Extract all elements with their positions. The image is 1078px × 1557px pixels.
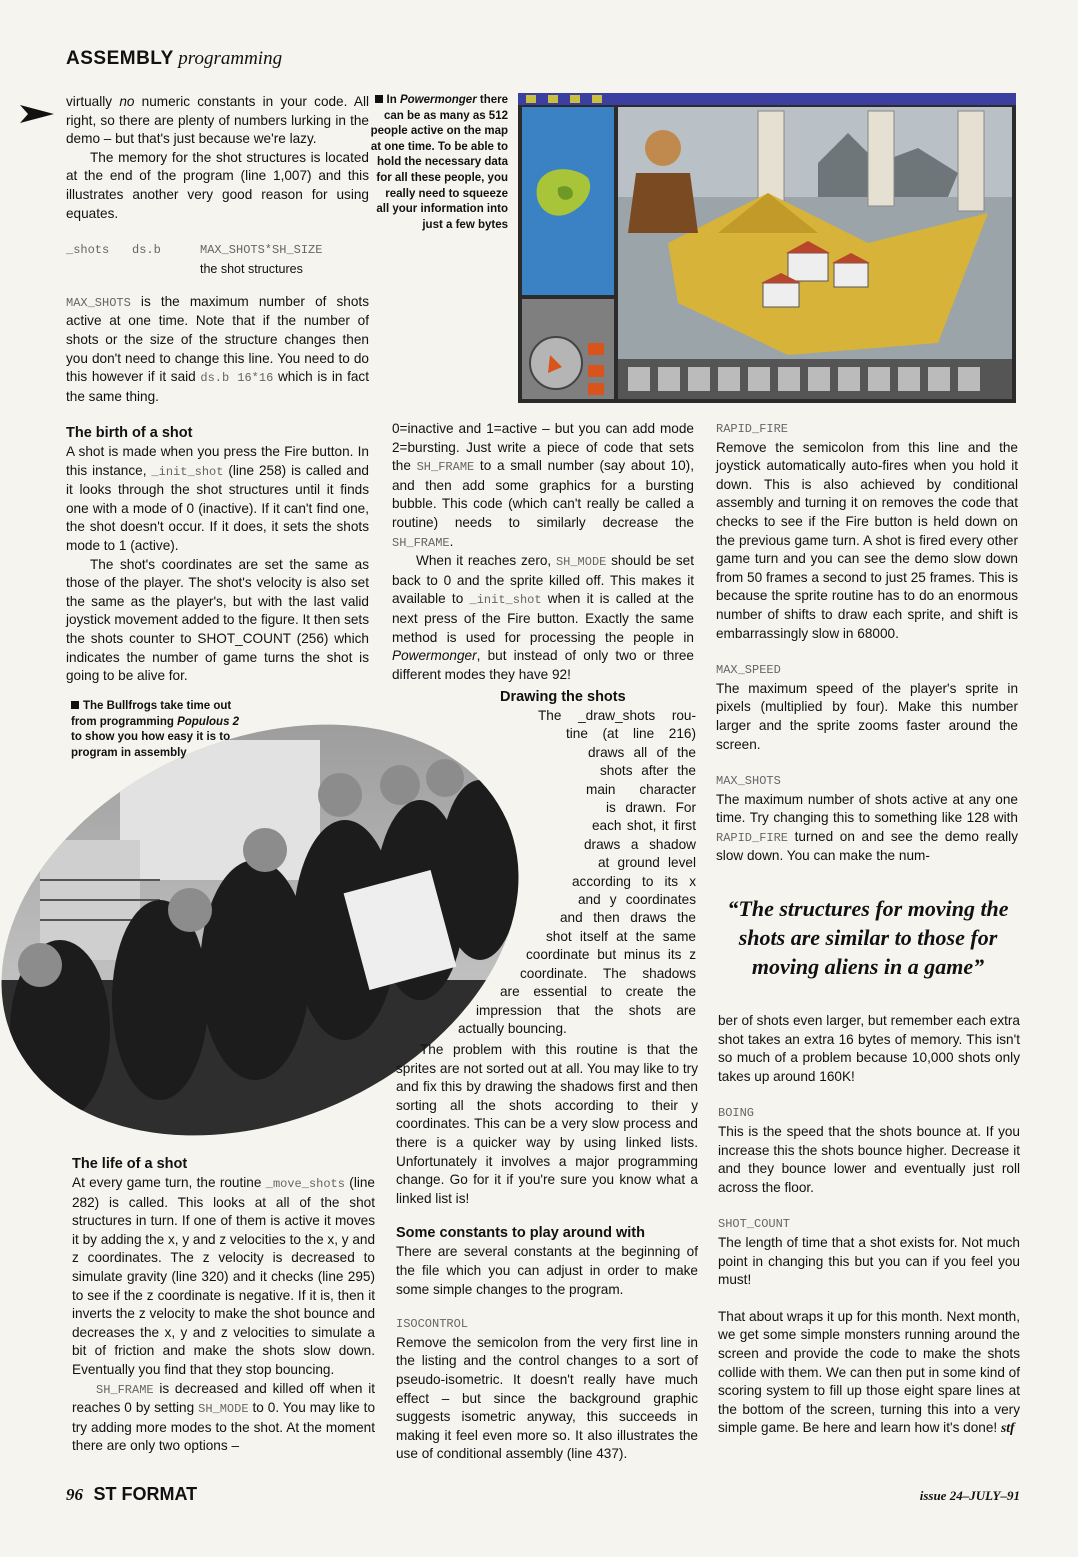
text-line: coordinate but minus its z [526, 947, 696, 963]
text-line: and y coordinates [578, 892, 696, 908]
text-line: at ground level [598, 855, 696, 871]
text-line: are essential to create the [500, 984, 696, 1000]
paragraph: The maximum number of shots active at any one time. Try changing this to something like 128 with RAPID_FIRE turned on and see the demo really slow down. You can make the num- [716, 791, 1018, 864]
column-2-top [392, 420, 694, 684]
text-line: impression that the shots are [476, 1002, 696, 1018]
section-title-bold: ASSEMBLY [66, 48, 174, 69]
text-line: each shot, it first [592, 818, 696, 834]
column-1-birth [66, 424, 369, 686]
column-3-bottom [718, 1012, 1020, 1438]
constant-name: MAX_SPEED [716, 663, 781, 678]
text-line: shot itself at the same [546, 928, 696, 944]
paragraph: The problem with this routine is that the sprites are not sorted out at all. You may like to try and fix this by drawing the shadows first and then sorting all the shots according to their y coordinates. This can be a very slow process and there is a quicker way by using linked lists. Unfortunately it involves a major programming change. Go for it if you're sure you know what a linked list is! [396, 1042, 698, 1206]
text-line: draws a shadow [584, 836, 696, 852]
constant-name: RAPID_FIRE [716, 422, 789, 436]
constant-name: BOING [718, 1106, 755, 1121]
text-line: The _draw_shots rou- [538, 708, 696, 723]
subheading-birth: The birth of a shot [66, 425, 193, 441]
column-2-lower [396, 1041, 698, 1464]
text-line: coordinate. The shadows [520, 965, 696, 981]
subheading-drawing: Drawing the shots [500, 689, 626, 705]
section-header [66, 48, 282, 70]
powermonger-screenshot [518, 93, 1016, 403]
paragraph: ber of shots even larger, but remember each extra shot takes an extra 16 bytes of memory. This isn't so much of a problem because 10,000 shots only takes up around 160K! [718, 1013, 1020, 1084]
paragraph: The memory for the shot structures is located at the end of the program (line 1,007) and this illustrates another very good reason for using equates. [66, 149, 369, 221]
paragraph: There are several constants at the beginning of the file which you can adjust in order to make some simple changes to the program. [396, 1244, 698, 1297]
paragraph: The maximum speed of the player's sprite in pixels (multiplied by four). Make this number larger and the sprite zooms faster around the screen. [716, 680, 1018, 752]
constant-name: MAX_SHOTS [716, 774, 781, 789]
pull-quote: “The structures for moving the shots are similar to those for moving aliens in a game” [727, 896, 1009, 979]
drawing-shots-text [380, 707, 696, 1038]
code-comment: the shot structures [200, 262, 303, 277]
paragraph: A shot is made when you press the Fire button. In this instance, _init_shot (line 258) is called and it looks through the shot structures until it finds one with a mode of 0 (inactive). If it can't find one, the shot doesn't occur. If it does, it sets the shots mode to 1 (active). [66, 444, 369, 553]
bullfrogs-caption: The Bullfrogs take time out from programming Populous 2 to show you how easy it is to program in assembly [71, 700, 240, 759]
text-line: according to its x [572, 873, 696, 889]
paragraph: This is the speed that the shots bounce at. If you increase this the shots bounce higher. Decrease it and they bounce lower and eventually just roll across the floor. [718, 1123, 1020, 1195]
subheading-life: The life of a shot [72, 1156, 188, 1172]
column-1-life [72, 1155, 375, 1456]
signature: stf [1000, 1420, 1015, 1436]
magazine-name: ST FORMAT [93, 1484, 198, 1504]
paragraph: That about wraps it up for this month. Next month, we get some simple monsters running around the screen and provide the code to make the shots collide with them. We can then put in some kind of scoring system to fill up those eight spare lines at the bottom of the screen, turning this into a very simple game. Be here and learn how it's done! stf [718, 1308, 1020, 1436]
constant-name: ISOCONTROL [396, 1317, 469, 1332]
issue-label: issue 24–JULY–91 [919, 1488, 1020, 1503]
paragraph: At every game turn, the routine _move_shots (line 282) is called. This looks at all of the shot structures in turn. If one of them is active it moves it by adding the x, y and z velocities to the x, y and z coordinates. The z velocity is decreased to simulate gravity (line 320) and it checks (line 295) to see if the z coordinate is negative. If it is, then it inverts the z velocity to make the shot bounce and decreases the x, y and z velocities to simulate a bit of friction and make the shots slow down. Eventually you find that they stop bouncing. [72, 1175, 376, 1377]
powermonger-caption: In Powermonger there can be as many as 512 people active on the map at one time. To be able to hold the necessary data for all these people, you really need to squeeze all your information into just a few bytes [370, 94, 508, 231]
paragraph: Remove the semicolon from the very first line in the listing and the control changes to a sort of pseudo-isometric. It doesn't really have much effect – but since the background graphic suggests isometric anyway, this succeeds in making it feel even more so. It also illustrates the use of conditional assembly (line 437). [396, 1334, 698, 1462]
text-line: main character [586, 781, 696, 797]
page-footer [66, 1484, 197, 1505]
column-3-top [716, 420, 1018, 866]
page-number: 96 [66, 1485, 83, 1504]
paragraph: virtually no numeric constants in your code. All right, so there are plenty of numbers lurking in the demo – but that's just because we're lazy. [66, 94, 369, 147]
text-line: tine (at line 216) [566, 726, 696, 742]
paragraph: The shot's coordinates are set the same as those of the player. The shot's velocity is also set the same as the player's, but with the last valid joystick movement added to the figure. It then sets the shots counter to SHOT_COUNT (256) which indicates the number of game turns the shot is going to be alive for. [66, 556, 369, 684]
subheading-constants: Some constants to play around with [396, 1225, 645, 1242]
text-line: actually bouncing. [458, 1020, 567, 1036]
code-line: _shots ds.b MAX_SHOTS*SH_SIZE [66, 243, 323, 258]
paragraph: 0=inactive and 1=active – but you can add mode 2=bursting. Just write a piece of code that sets the SH_FRAME to a small number (say about 10), and then add some graphics for a bursting bubble. This code (which can't really be called a routine) needs to similarly decrease the SH_FRAME. [392, 421, 694, 550]
paragraph: SH_FRAME is decreased and killed off when it reaches 0 by setting SH_MODE to 0. You may like to try adding more modes to the shot. At the moment there are only two options – [72, 1380, 376, 1454]
constant-name: SHOT_COUNT [718, 1217, 791, 1232]
continue-arrow-icon [20, 103, 56, 125]
section-title-italic: programming [178, 48, 283, 69]
paragraph: The length of time that a shot exists for. Not much point in changing this but you can if you feel you must! [718, 1234, 1020, 1288]
paragraph: MAX_SHOTS is the maximum number of shots active at one time. Note that if the number of shots or the size of the structure changes then you don't need to change this line. You need to do this however if it said ds.b 16*16 which is in fact the same thing. [66, 293, 370, 404]
paragraph: When it reaches zero, SH_MODE should be set back to 0 and the sprite killed off. This makes it available to _init_shot when it is called at the next press of the Fire button. Exactly the same method is used for processing the people in Powermonger, but instead of only two or three different modes they have 92! [392, 553, 694, 682]
text-line: draws all of the [588, 744, 696, 760]
text-line: shots after the [600, 763, 696, 779]
paragraph: Remove the semicolon from this line and the joystick automatically auto-fires when you hold it down. This is also achieved by conditional assembly and turning it on removes the code that checks to see if the Fire button is held down on the previous game turn. A shot is fired every other game turn and you can see the demo slow down from 50 frames a second to just 25 frames. This is because the sprite routine has to do an enormous number of shifts to draw each sprite, and shift is embarrassingly slow in 68000. [716, 439, 1018, 641]
text-line: and then draws the [560, 910, 696, 926]
text-line: is drawn. For [606, 800, 696, 816]
column-1-top [66, 93, 369, 406]
